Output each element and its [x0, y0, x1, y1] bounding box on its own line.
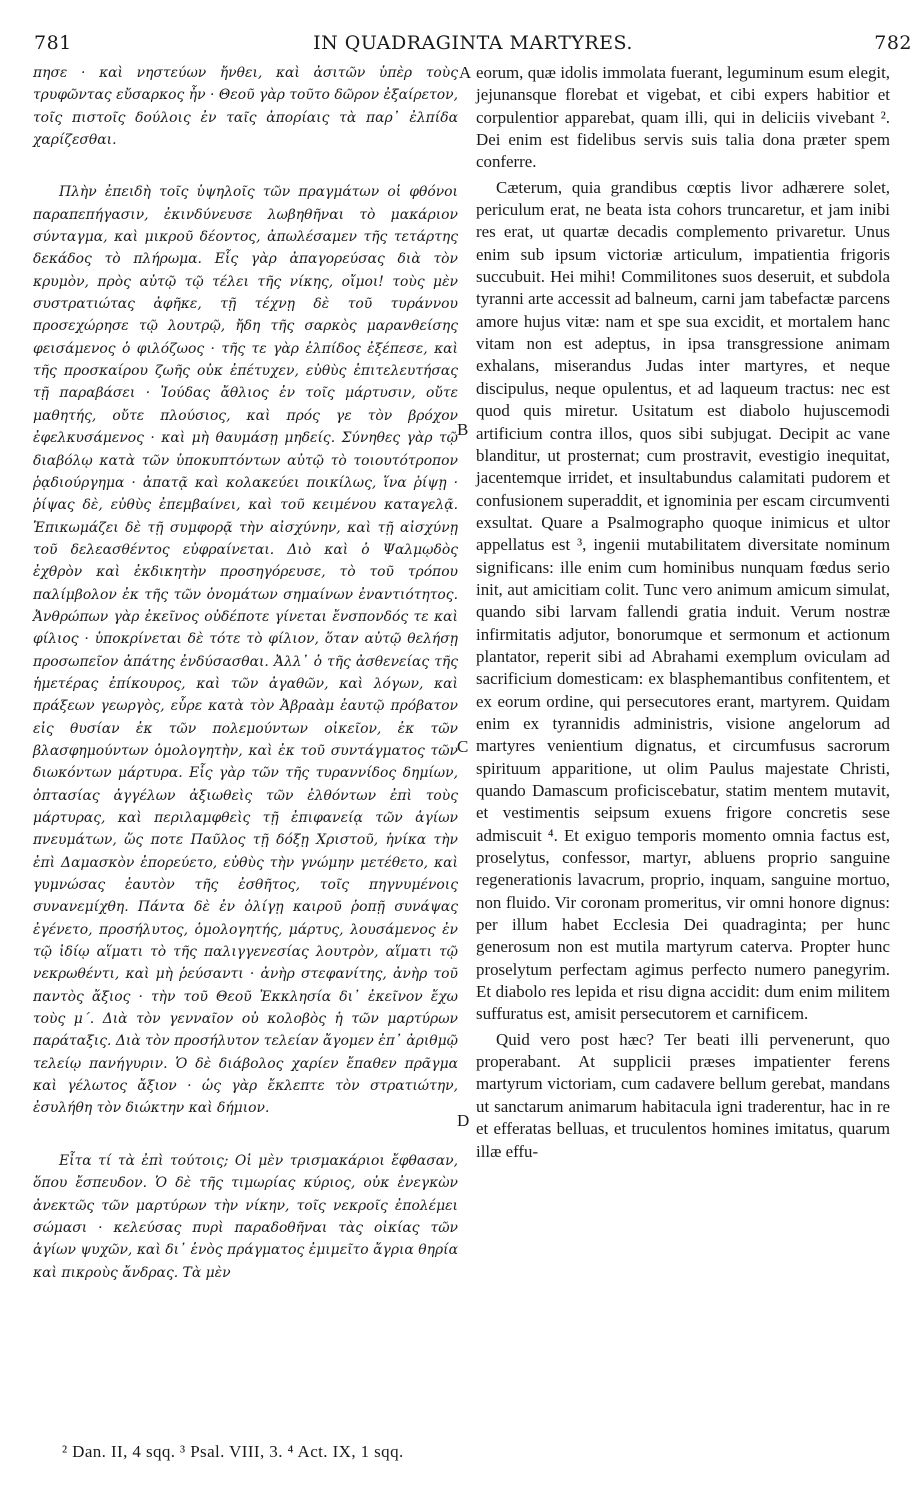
section-marker-b: B [457, 420, 469, 439]
latin-paragraph-1: eorum, quæ idolis immolata fuerant, leguminum esum elegit, jejunansque florebat et vigebat, et cibi expers habitior et corpulentior apparebat, quam illi, qui in deliciis vivebant ². Dei enim est fidelibus servis suis talia dona præter spem conferre. [476, 63, 890, 172]
section-marker-c: C [457, 737, 469, 756]
greek-paragraph-1: πησε · καὶ νηστεύων ἤνθει, καὶ ἀσιτῶν ὑπὲρ τοὺς τρυφῶντας εὔσαρκος ἦν · Θεοῦ γὰρ τοῦτο δῶρον ἐξαίρετον, τοῖς πιστοῖς δούλοις ἐν ταῖς ἀπορίαις τὰ παρ᾿ ἐλπίδα χαρίζεσθαι. [33, 65, 458, 149]
page-number-right: 782 [874, 32, 912, 54]
latin-column [476, 62, 890, 1163]
page-header [34, 32, 912, 60]
greek-paragraph-3: Εἶτα τί τὰ ἐπὶ τούτοις; Οἱ μὲν τρισμακάριοι ἔφθασαν, ὅπου ἔσπευδον. Ὁ δὲ τῆς τιμωρίας κύριος, οὐκ ἐνεγκὼν ἀνεκτῶς τῶν μαρτύρων τὴν νίκην, τοῖς νεκροῖς ἐπολέμει σώμασι · κελεύσας πυρὶ παραδοθῆναι τὰς οἰκίας τῶν ἁγίων ψυχῶν, καὶ δι᾿ ἑνὸς πράγματος ἐμιμεῖτο ἄγρια θηρία καὶ πικροὺς ἄνδρας. Τὰ μὲν [33, 1152, 458, 1281]
greek-column [33, 62, 458, 1284]
latin-paragraph-3: Quid vero post hæc? Ter beati illi pervenerunt, quo properabant. At supplicii præses impatienter ferens martyrum victoriam, cum cadavere bellum gerebat, mandans ut sanctarum animarum habitacula igni traderentur, hac in re et efferatas belluas, et truculentos homines imitatus, quarum illæ effu- [476, 1029, 890, 1161]
greek-paragraph-2: Πλὴν ἐπειδὴ τοῖς ὑψηλοῖς τῶν πραγμάτων οἱ φθόνοι παραπεπήγασιν, ἐκινδύνευσε λωβηθῆναι τὸ μακάριον σύνταγμα, καὶ μικροῦ δέοντος, ἀπωλέσαμεν τῆς τετάρτης δεκάδος τὸ πλήρωμα. Εἷς γὰρ ἀπαγορεύσας διὰ τὸν κρυμὸν, πρὸς αὐτῷ τῷ τέλει τῆς νίκης, οἴμοι! τοὺς μὲν συστρατιώτας ἀφῆκε, τῇ τέχνῃ δὲ τοῦ τυράννου προσεχώρησε τῷ λουτρῷ, ἤδη τῆς σαρκὸς μαρανθείσης φεισάμενος ὁ φιλόζωος · τῆς τε γὰρ ἐλπίδος ἐξέπεσε, καὶ τῆς προσκαίρου ζωῆς οὐκ ἐπέτυχεν, εὐθὺς ἐπιτελευτήσας τῇ παραβάσει · Ἰούδας ἄθλιος ἐν τοῖς μάρτυσιν, οὔτε μαθητής, οὔτε πλούσιος, καὶ πρός γε τὸν βρόχον ἐφελκυσάμενος · καὶ μὴ θαυμάσῃ μηδείς. Σύνηθες γὰρ τῷ διαβόλῳ κατὰ τῶν ὑποκυπτόντων αὐτῷ τὸ τοιουτότροπον ῥᾳδιούργημα · ἀπατᾷ καὶ κολακεύει ποικίλως, ἵνα ῥίψῃ · ῥίψας δὲ, εὐθὺς ἐπεμβαίνει, καὶ τοῦ κειμένου καταγελᾷ. Ἐπικωμάζει δὲ τῇ συμφορᾷ τὴν αἰσχύνην, καὶ τῇ αἰσχύνῃ τοῦ δελεασθέντος εὐφραίνεται. Διὸ καὶ ὁ Ψαλμῳδὸς ἐχθρὸν καὶ ἐκδικητὴν προσηγόρευσε, τὸ τοῦ τρόπου παλίμβολον ἐκ τῆς τῶν ὀνομάτων σημαίνων ἐναντιότητος. Ἀνθρώπων γὰρ ἐκεῖνος οὐδέποτε γίνεται ἔνσπονδός τε καὶ φίλιος · ὑποκρίνεται δὲ τότε τὸ φίλιον, ὅταν αὐτῷ θελήσῃ προσωπεῖον ἀπάτης ἐνδύσασθαι. Ἀλλ᾿ ὁ τῆς ἀσθενείας τῆς ἡμετέρας ἐπίκουρος, καὶ τῶν ἀγαθῶν, καὶ λόγων, καὶ πράξεων γεωργὸς, εὗρε κατὰ τὸν Ἀβραὰμ ἑαυτῷ πρόβατον εἰς θυσίαν ἐκ τῶν πολεμούντων οἰκεῖον, ἐκ τῶν βλασφημούντων ὁμολογητὴν, καὶ ἐκ τοῦ συντάγματος τῶν διωκόντων μάρτυρα. Εἷς γὰρ τῶν τῆς τυραννίδος δημίων, ὀπτασίας ἀγγέλων ἀξιωθεὶς τῶν ἐλθόντων ἐπὶ τοὺς μάρτυρας, καὶ περιλαμφθεὶς τῇ ἐπιφανείᾳ τῶν ἁγίων πνευμάτων, ὥς ποτε Παῦλος τῇ δόξῃ Χριστοῦ, ἡνίκα τὴν ἐπὶ Δαμασκὸν ἐπορεύετο, εὐθὺς τὴν γνώμην μετέθετο, καὶ γυμνώσας ἑαυτὸν τῆς ἐσθῆτος, τοῖς πηγνυμένοις συνανεμίχθη. Πάντα δὲ ἐν ὀλίγῃ καιροῦ ῥοπῇ συνάψας ἐγένετο, προσήλυτος, ὁμολογητής, μάρτυς, λουσάμενος ἐν τῷ ἰδίῳ αἵματι τὸ τῆς παλιγγενεσίας λουτρὸν, αἵματι τῷ νεκρωθέντι, καὶ μὴ ῥεύσαντι · ἀνὴρ στεφανίτης, ἀνὴρ τοῦ παντὸς ἄξιος · τὴν τοῦ Θεοῦ Ἐκκλησία δι᾿ ἐκεῖνον ἔχω τοὺς μ΄. Διὰ τὸν γενναῖον οὐ κολοβὸς ἡ τῶν μαρτύρων παράταξις. Διὰ τὸν προσήλυτον τελείαν ἄγομεν ἐπ᾿ ἀριθμῷ τελείῳ πανήγυριν. Ὁ δὲ διάβολος χαρίεν ἔπαθεν πρᾶγμα καὶ γέλωτος ἄξιον · ὡς γὰρ ἔκλεπτε τὸν στρατιώτην, ἐσυλήθη τὸν διώκτην καὶ δήμιον. [33, 184, 458, 1117]
latin-paragraph-2: Cæterum, quia grandibus cœptis livor adhærere solet, periculum erat, ne beata ista cohors truncaretur, et jam inibi res erat, ut quartæ decadis complemento privaretur. Unus enim sub ipsum victoriæ articulum, impatientia frigoris succubuit. Hei mihi! Commilitones suos deseruit, et subdola tyranni arte accessit ad balneum, carni jam tabefactæ parcens amore hujus vitæ: nam et spe sua excidit, et mortalem hanc vitam non est adeptus, in ipsa transgressione animam exhalans, miserandus Judas inter martyres, et neque discipulus, neque opulentus, et ad laqueum tractus: nec est quod quis miretur. Usitatum est diabolo hujuscemodi artificium contra illos, quos sibi subjugat. Decipit ac vane blanditur, ut prosternat; cum prostravit, evestigio inequitat, jacentemque irridet, et insultabundus calamitati pudorem et confusionem superaddit, et ignominia per escam circumventi exsultat. Quare a Psalmographo quoque inimicus et ultor appellatus est ³, ingenii mutabilitatem diversitate nominum significans: ille enim cum hominibus nunquam fœdus serio init, aut amicitiam colit. Tunc vero animum amicum simulat, quando sibi larvam fallendi gratia induit. Verum nostræ infirmitatis adjutor, bonorumque et sermonum et actionum plantator, reperit sibi ad Abrahami exemplum oviculam ad sacrificium domesticam: ex blasphemantibus confitentem, et ex eorum ordine, qui persecutores erant, martyrem. Quidam enim ex tyrannidis administris, visione angelorum ad martyres venientium dignatus, et circumfusus sacrorum spirituum apparitione, ut olim Paulus majestate Christi, quando Damascum proficiscebatur, statim mentem mutavit, et vestimentis seipsum exuens frigore concretis sese admiscuit ⁴. Et exiguo temporis momento omnia factus est, proselytus, confessor, martyr, abluens proprio sanguine regenerationis lavacrum, proprio, inquam, sanguine mortuo, non fluido. Vir coronam promeritus, vir omni honore dignus: per illum habet Ecclesia Dei quadraginta; per hunc generosum non est mutila martyrum caterva. Propter hunc proselytum perfectam agimus perfecto numero panegyrim. Et diabolo res lepida et risu digna accidit: dum enim militem suffuratus est, amisit persecutorem et carnificem. [476, 177, 890, 1024]
page-number-left: 781 [34, 32, 72, 54]
section-marker-a: A [459, 63, 472, 82]
footnotes: ² Dan. II, 4 sqq. ³ Psal. VIII, 3. ⁴ Act. IX, 1 sqq. [62, 1442, 404, 1461]
section-marker-d: D [457, 1111, 470, 1130]
running-title: IN QUADRAGINTA MARTYRES. [313, 32, 633, 54]
